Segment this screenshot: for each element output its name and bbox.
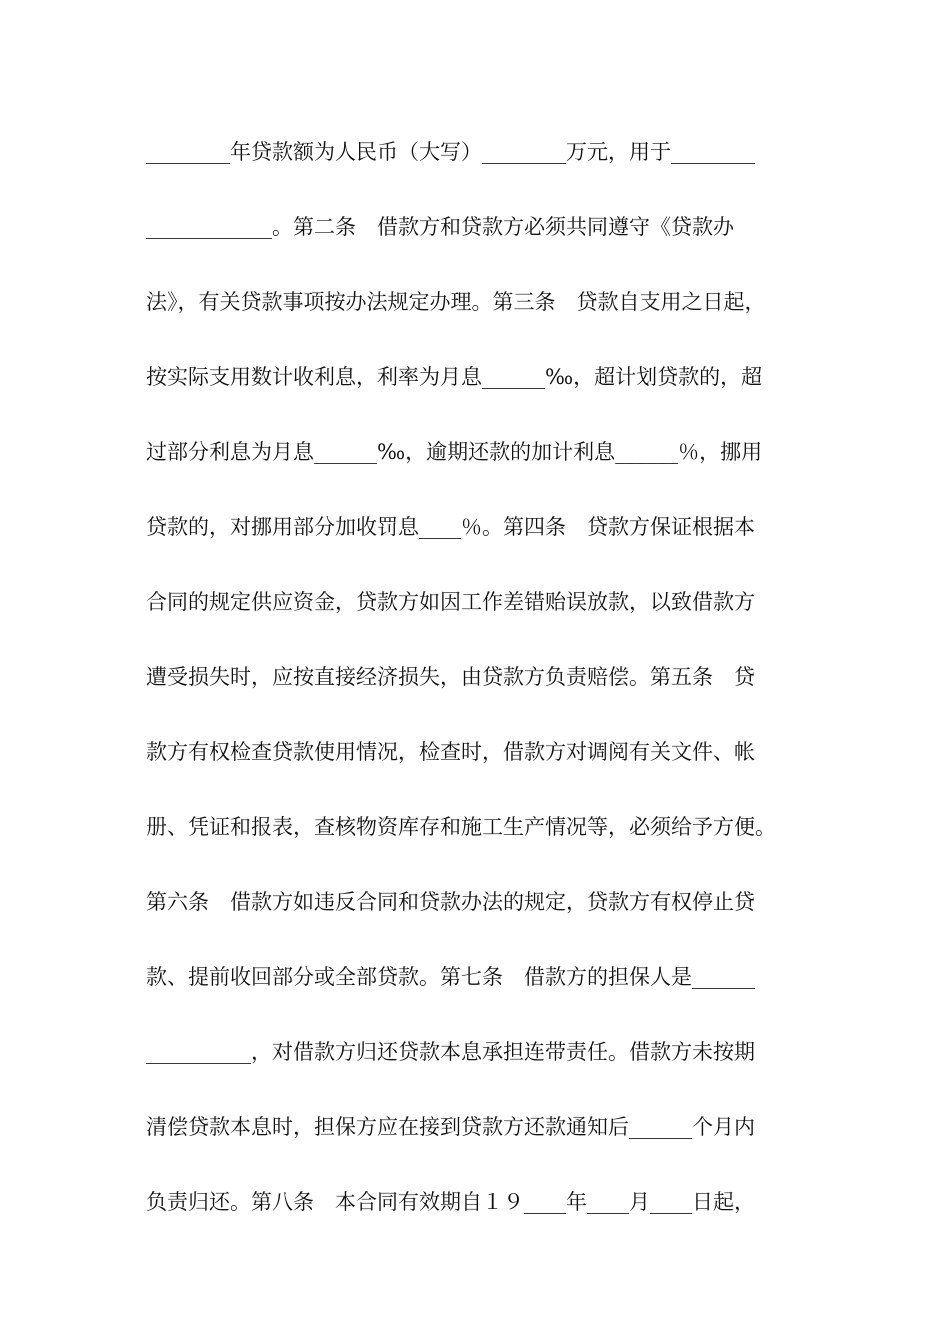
text-line-2: ____________。第二条 借款方和贷款方必须共同遵守《贷款办	[146, 215, 734, 239]
text-line-5: 过部分利息为月息______‰，逾期还款的加计利息______％，挪用	[146, 440, 763, 464]
text-line-7: 合同的规定供应资金，贷款方如因工作差错贻误放款，以致借款方	[146, 590, 755, 614]
text-line-15: 负责归还。第八条 本合同有效期自１９____年____月____日起，	[146, 1190, 755, 1214]
text-line-12: 款、提前收回部分或全部贷款。第七条 借款方的担保人是______	[146, 965, 755, 989]
text-line-6: 贷款的，对挪用部分加收罚息____％。第四条 贷款方保证根据本	[146, 515, 755, 539]
text-line-8: 遭受损失时，应按直接经济损失，由贷款方负责赔偿。第五条 贷	[146, 665, 755, 689]
text-line-11: 第六条 借款方如违反合同和贷款办法的规定，贷款方有权停止贷	[146, 890, 755, 914]
contract-text-body	[146, 132, 806, 1257]
text-line-4: 按实际支用数计收利息，利率为月息______‰，超计划贷款的，超	[146, 365, 763, 389]
text-line-14: 清偿贷款本息时，担保方应在接到贷款方还款通知后______个月内	[146, 1115, 755, 1139]
text-line-10: 册、凭证和报表，查核物资库存和施工生产情况等，必须给予方便。	[146, 815, 776, 839]
text-line-1: ________年贷款额为人民币（大写）________万元，用于________	[146, 140, 755, 164]
text-line-9: 款方有权检查贷款使用情况，检查时，借款方对调阅有关文件、帐	[146, 740, 755, 764]
text-line-13: __________，对借款方归还贷款本息承担连带责任。借款方未按期	[146, 1040, 755, 1064]
text-line-3: 法》，有关贷款事项按办法规定办理。第三条 贷款自支用之日起，	[146, 290, 766, 314]
